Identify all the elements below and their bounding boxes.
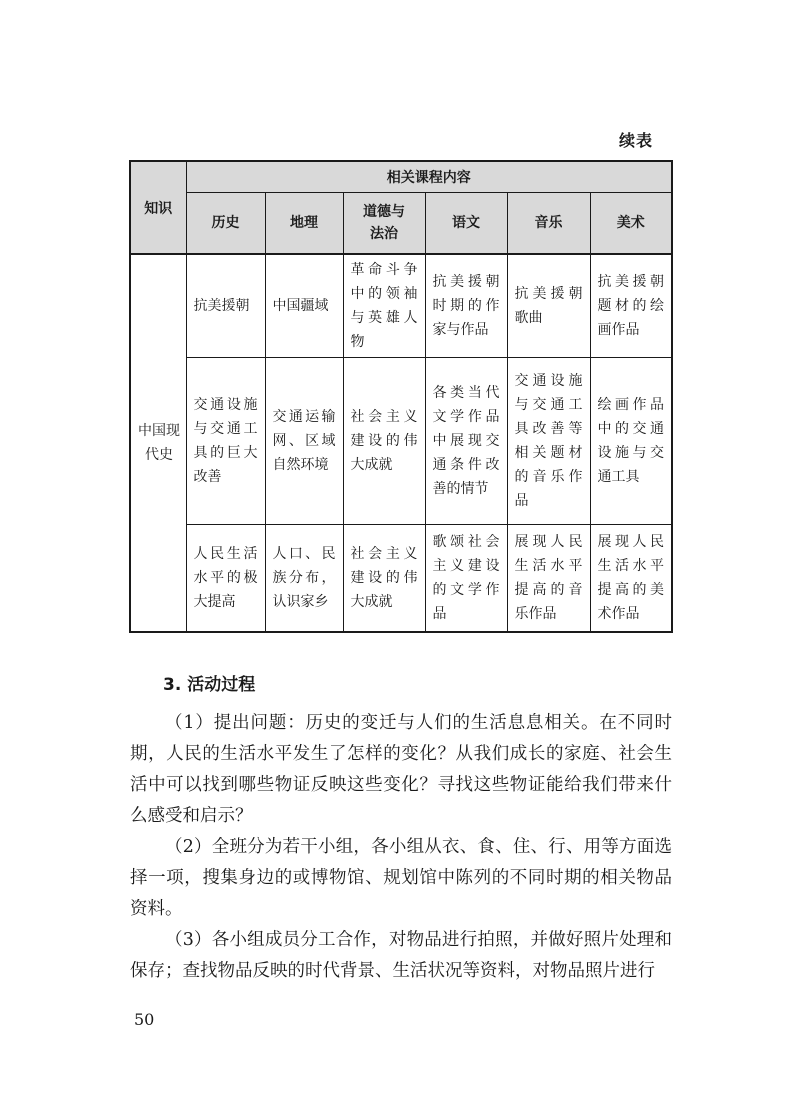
table-cell: 交通设施与交通工具的巨大改善 — [186, 358, 265, 525]
body-text — [130, 708, 672, 987]
table-row — [130, 358, 672, 525]
header-morality-law-text: 道德与法治 — [363, 204, 405, 242]
header-history: 历史 — [186, 193, 265, 255]
period-text: 中国现代史 — [138, 423, 180, 463]
paragraph-3: （3）各小组成员分工合作，对物品进行拍照，并做好照片处理和保存；查找物品反映的时代背景、生活状况等资料，对物品照片进行 — [130, 930, 672, 981]
paragraph-1: （1）提出问题：历史的变迁与人们的生活息息相关。在不同时期，人民的生活水平发生了怎样的变化？从我们成长的家庭、社会生活中可以找到哪些物证反映这些变化？寻找这些物证能给我们带来什么感受和启示？ — [130, 713, 672, 826]
table-cell: 歌颂社会主义建设的文学作品 — [425, 525, 507, 633]
table-cell: 抗美援朝 — [186, 254, 265, 358]
page-number: 50 — [134, 1010, 155, 1029]
header-art: 美术 — [590, 193, 672, 255]
table-cell: 中国疆域 — [265, 254, 343, 358]
table-cell: 社会主义建设的伟大成就 — [343, 525, 425, 633]
curriculum-table — [129, 160, 673, 633]
continued-table-label: 续表 — [618, 131, 653, 150]
section-heading: 3. 活动过程 — [163, 675, 256, 695]
header-geography: 地理 — [265, 193, 343, 255]
table-cell: 交通运输网、区域自然环境 — [265, 358, 343, 525]
table-cell: 展现人民生活水平提高的音乐作品 — [507, 525, 590, 633]
header-morality-law — [343, 193, 425, 255]
table-cell: 交通设施与交通工具改善等相关题材的音乐作品 — [507, 358, 590, 525]
table-row — [130, 525, 672, 633]
header-knowledge: 知识 — [130, 161, 186, 254]
header-related-course-content: 相关课程内容 — [186, 161, 672, 193]
table-cell: 人民生活水平的极大提高 — [186, 525, 265, 633]
table-cell: 抗美援朝时期的作家与作品 — [425, 254, 507, 358]
table-row — [130, 254, 672, 358]
header-chinese: 语文 — [425, 193, 507, 255]
table-cell: 社会主义建设的伟大成就 — [343, 358, 425, 525]
table-subheader-row — [130, 193, 672, 255]
table-cell: 绘画作品中的交通设施与交通工具 — [590, 358, 672, 525]
table-cell: 展现人民生活水平提高的美术作品 — [590, 525, 672, 633]
table-cell: 人口、民族分布，认识家乡 — [265, 525, 343, 633]
table-cell: 革命斗争中的领袖与英雄人物 — [343, 254, 425, 358]
header-music: 音乐 — [507, 193, 590, 255]
table-cell: 抗美援朝题材的绘画作品 — [590, 254, 672, 358]
table-header-row — [130, 161, 672, 193]
table-cell: 各类当代文学作品中展现交通条件改善的情节 — [425, 358, 507, 525]
table-cell: 抗美援朝歌曲 — [507, 254, 590, 358]
paragraph-2: （2）全班分为若干小组，各小组从衣、食、住、行、用等方面选择一项，搜集身边的或博物馆、规划馆中陈列的不同时期的相关物品资料。 — [130, 837, 672, 919]
period-cell — [130, 254, 186, 632]
